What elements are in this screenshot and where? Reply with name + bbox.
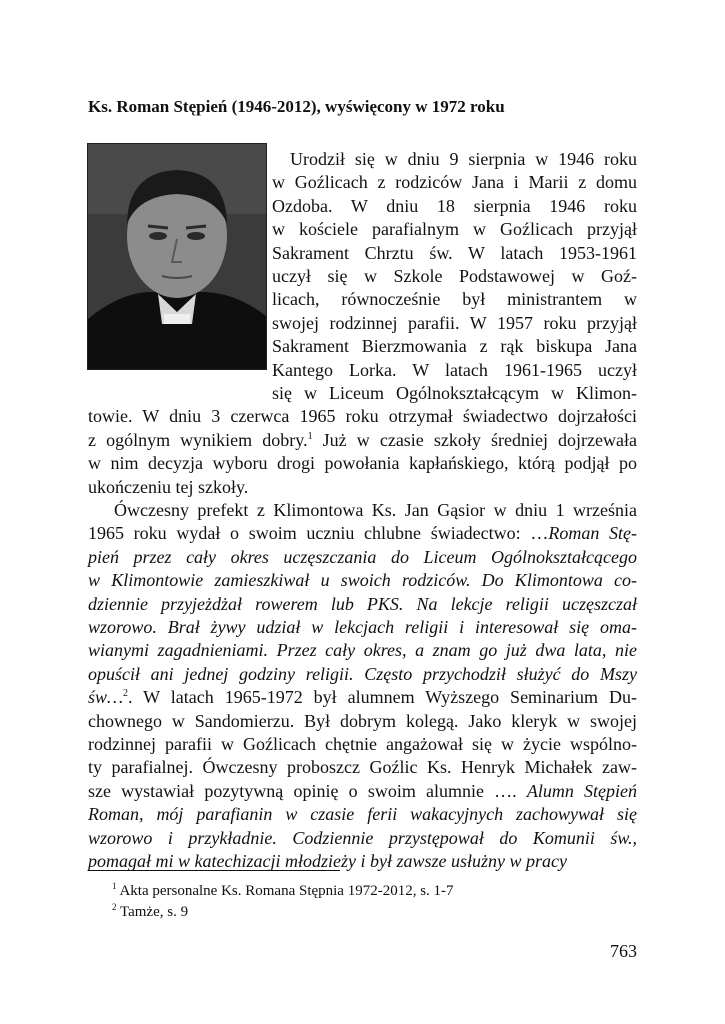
body-text-line <box>88 710 637 733</box>
text-segment: swojej rodzinnej parafii. W 1957 roku przyjął <box>272 312 637 333</box>
text-segment: rodzinnej parafii w Goźlicach chętnie angażował się w życie wspólno- <box>88 734 637 754</box>
footnote-reference: 1 <box>307 430 313 442</box>
body-text-line <box>88 756 637 779</box>
body-text-line <box>88 569 637 592</box>
text-segment: z ogólnym wynikiem dobry. <box>88 429 308 450</box>
body-text-line <box>88 476 637 499</box>
text-segment: w Goźlicach z rodziców Jana i Marii z domu <box>272 172 637 193</box>
text-segment: Kantego Lorka. W latach 1961-1965 uczył <box>272 359 637 380</box>
text-segment: wzorowo. Brał żywy udział w lekcjach religii i interesował się oma- <box>88 617 637 637</box>
text-segment: Urodził się w dniu 9 sierpnia w 1946 roku <box>290 149 637 169</box>
text-segment: się w Liceum Ogólnokształcącym w Klimon- <box>272 383 637 403</box>
body-text-line <box>114 499 637 522</box>
footnote-text: Akta personalne Ks. Romana Stępnia 1972-2012, s. 1-7 <box>119 883 454 899</box>
footnote-2 <box>112 903 188 922</box>
portrait-photo-drawing <box>88 144 266 369</box>
footnote-mark: 2 <box>112 902 117 912</box>
footnote-1 <box>112 882 454 901</box>
text-segment: Sakrament Bierzmowania z rąk biskupa Jana <box>272 336 637 357</box>
body-text-line <box>272 382 637 405</box>
body-text-line <box>272 195 637 218</box>
body-text-line <box>88 827 637 850</box>
text-segment: wianymi zagadnieniami. Przez cały okres, a znam go już dwa lata, nie <box>88 640 637 661</box>
text-segment: chownego w Sandomierzu. Był dobrym kolegą. Jako kleryk w swojej <box>88 710 637 731</box>
page-title: Ks. Roman Stępień (1946-2012), wyświęcony w 1972 roku <box>88 97 505 116</box>
text-segment: Alumn Stępień <box>526 780 637 801</box>
body-text-line <box>88 616 637 639</box>
body-text-line <box>88 429 637 452</box>
text-segment: Roman, mój parafianin w czasie ferii wakacyjnych zachowywał się <box>88 804 637 825</box>
text-segment: pomagał mi w katechizacji młodzieży i był zawsze usłużny w pracy <box>88 851 567 871</box>
body-text-line <box>272 265 637 288</box>
text-segment: Sakrament Chrztu św. W latach 1953-1961 <box>272 242 637 263</box>
body-text-line <box>272 312 637 335</box>
body-text-line <box>88 522 637 545</box>
text-segment: licach, równocześnie był ministrantem w <box>272 289 637 310</box>
text-segment: ukończeniu tej szkoły. <box>88 476 249 497</box>
text-segment: pień przez cały okres uczęszczania do Liceum Ogólnokształcącego <box>88 546 637 567</box>
body-text-line <box>88 686 637 709</box>
footnote-mark: 1 <box>112 881 117 891</box>
body-text-line <box>88 780 637 803</box>
body-text-line <box>88 663 637 686</box>
body-text-line <box>88 593 637 616</box>
footnote-text: Tamże, s. 9 <box>119 904 189 920</box>
body-text-line <box>290 148 637 171</box>
text-segment: wzorowo i przykładnie. Codziennie przystępował do Komunii św., <box>88 827 637 848</box>
text-segment: w kościele parafialnym w Goźlicach przyjął <box>272 219 637 240</box>
text-segment: św… <box>88 687 124 708</box>
text-segment: uczył się w Szkole Podstawowej w Goź- <box>272 266 637 286</box>
text-segment: ty parafialnej. Ówczesny proboszcz Goźlic Ks. Henryk Michałek zaw- <box>88 757 637 778</box>
text-segment: Już w czasie szkoły średniej dojrzewała <box>312 429 637 450</box>
text-segment: towie. W dniu 3 czerwca 1965 roku otrzymał świadectwo dojrzałości <box>88 406 637 427</box>
body-text-line <box>272 218 637 241</box>
text-segment: 1965 roku wydał o swoim uczniu chlubne świadectwo: … <box>88 523 549 544</box>
body-text-line <box>88 452 637 475</box>
body-text-line <box>88 803 637 826</box>
text-segment: w nim decyzja wyboru drogi powołania kapłańskiego, którą podjął po <box>88 453 637 474</box>
body-text-line <box>272 288 637 311</box>
body-text-line <box>88 733 637 756</box>
text-segment: . W latach 1965-1972 był alumnem Wyższego Seminarium Du- <box>128 687 637 708</box>
footnote-reference: 2 <box>123 688 129 700</box>
text-segment: dziennie przyjeżdżał rowerem lub PKS. Na lekcje religii uczęszczał <box>88 593 637 614</box>
body-text-line <box>88 405 637 428</box>
body-text-line <box>272 242 637 265</box>
body-text-line <box>88 639 637 662</box>
body-text-line <box>88 546 637 569</box>
body-text-line <box>272 171 637 194</box>
text-segment: w Klimontowie zamieszkiwał u swoich rodziców. Do Klimontowa co- <box>88 570 637 591</box>
footnote-separator <box>88 870 340 871</box>
body-text-line <box>272 359 637 382</box>
text-segment: Roman Stę- <box>548 523 637 544</box>
text-segment: Ówczesny prefekt z Klimontowa Ks. Jan Gąsior w dniu 1 września <box>114 500 637 520</box>
text-segment: Ozdoba. W dniu 18 sierpnia 1946 roku <box>272 195 637 216</box>
text-segment: opuścił ani jednej godziny religii. Często przychodził służyć do Mszy <box>88 663 637 684</box>
portrait-photo <box>87 143 267 370</box>
body-text-line <box>272 335 637 358</box>
text-segment: sze wystawiał pozytywną opinię o swoim alumnie …. <box>88 780 527 801</box>
page-number: 763 <box>610 941 637 961</box>
